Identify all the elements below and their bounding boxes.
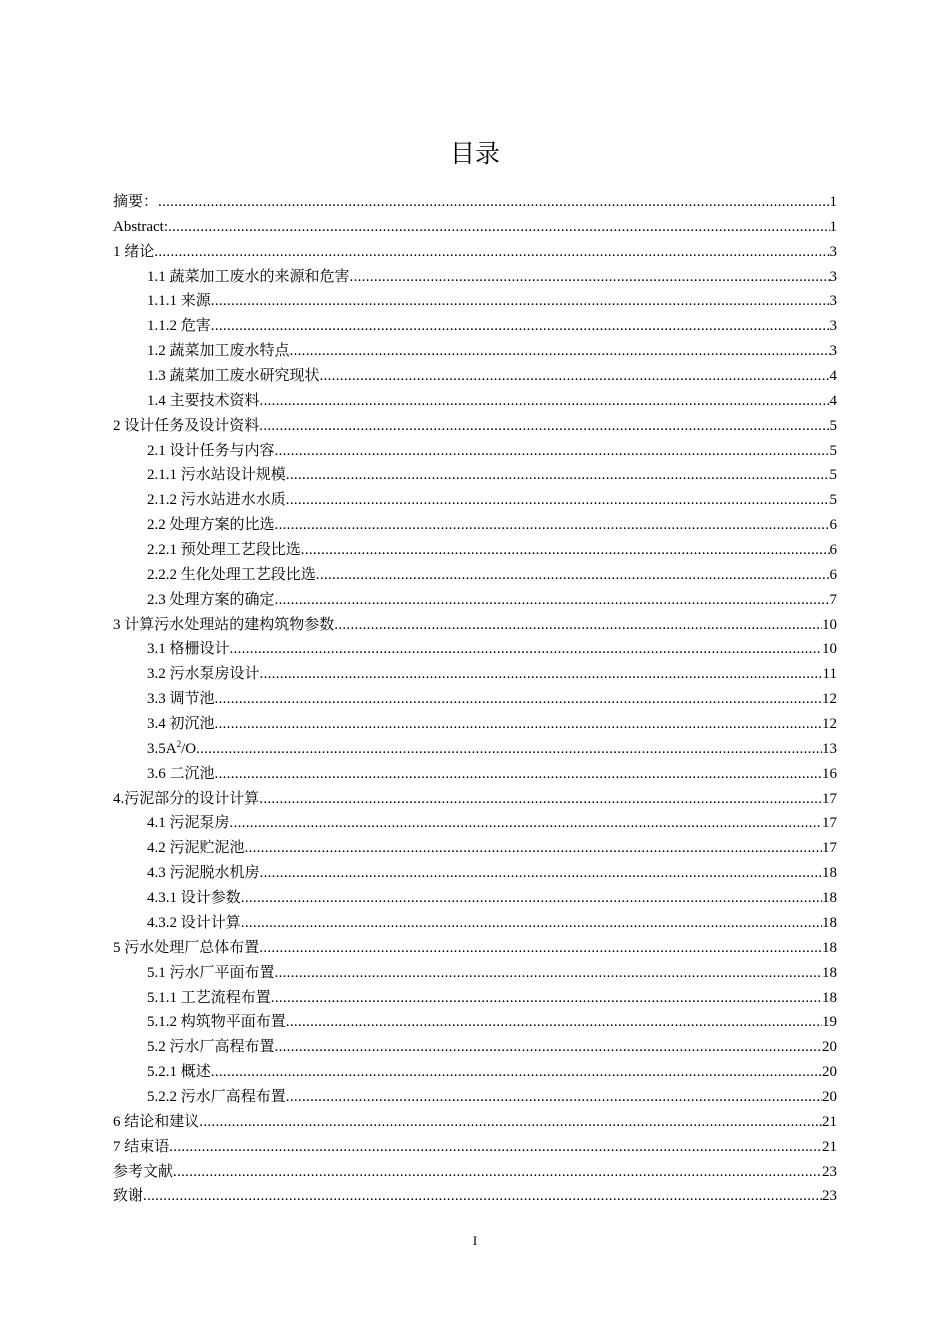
toc-entry-label: 1.3 蔬菜加工废水研究现状 [147,368,320,385]
toc-entry-page: 18 [822,939,837,956]
toc-entry-page: 21 [822,1138,837,1155]
dot-leader [196,737,822,762]
toc-entry-page: 3 [829,318,837,335]
toc-entry[interactable] [113,1035,837,1060]
dot-leader [143,1184,822,1209]
toc-entry-page: 21 [822,1113,837,1130]
toc-entry-label: 5.2 污水厂高程布置 [147,1039,275,1056]
toc-entry[interactable] [113,289,837,314]
toc-entry-page: 13 [822,740,837,757]
toc-entry-label: 1.1 蔬菜加工废水的来源和危害 [147,268,350,285]
toc-entry-label: 2.1.2 污水站进水水质 [147,492,286,509]
toc-entry-label: 2.2 处理方案的比选 [147,517,275,534]
toc-entry[interactable] [113,513,837,538]
dot-leader [215,687,822,712]
toc-entry-label: 5.1.2 构筑物平面布置 [147,1014,286,1031]
toc-entry-label: 4.污泥部分的设计计算 [113,790,260,807]
toc-entry-page: 1 [829,218,837,235]
dot-leader [260,861,822,886]
toc-entry-page: 1 [829,194,837,210]
toc-entry[interactable] [113,364,837,389]
toc-entry[interactable] [113,936,837,961]
toc-entry-page: 10 [822,616,837,633]
toc-entry-page: 19 [822,1014,837,1031]
toc-entry-page: 18 [822,964,837,981]
table-of-contents [113,190,837,1209]
toc-entry-label: 5 污水处理厂总体布置 [113,939,260,956]
toc-entry-label: 2.2.1 预处理工艺段比选 [147,542,301,559]
toc-entry-page: 23 [822,1163,837,1180]
toc-entry-label: 致谢 [113,1188,144,1205]
toc-entry[interactable] [113,1135,837,1160]
toc-entry-page: 4 [829,368,837,385]
toc-entry-page: 3 [829,243,837,260]
toc-entry-page: 12 [822,691,837,708]
toc-entry[interactable] [113,687,837,712]
toc-entry-label: 5.2.1 概述 [147,1064,211,1081]
toc-entry[interactable] [113,986,837,1011]
toc-entry[interactable] [113,563,837,588]
dot-leader [286,1085,822,1110]
dot-leader [275,439,830,464]
toc-entry-page: 11 [822,666,837,683]
toc-entry[interactable] [113,314,837,339]
page-title: 目录 [449,139,500,168]
dot-leader [259,936,822,961]
dot-leader [301,538,830,563]
toc-entry[interactable] [113,737,837,762]
toc-entry-label: 3 计算污水处理站的建构筑物参数 [113,616,335,633]
dot-leader [259,787,822,812]
toc-entry[interactable] [113,613,837,638]
toc-entry-page: 18 [822,914,837,931]
toc-entry[interactable] [113,712,837,737]
toc-entry[interactable] [113,240,837,265]
toc-entry[interactable] [113,414,837,439]
dot-leader [259,414,829,439]
dot-leader [211,289,830,314]
toc-entry-label: 1.2 蔬菜加工废水特点 [147,343,290,360]
toc-entry-page: 3 [829,343,837,360]
dot-leader [271,986,822,1011]
dot-leader [168,215,830,240]
dot-leader [320,364,830,389]
toc-entry[interactable] [113,1060,837,1085]
dot-leader [158,190,829,215]
toc-entry[interactable] [113,1085,837,1110]
toc-entry[interactable] [113,637,837,662]
toc-entry[interactable] [113,911,837,936]
superscript: 2 [176,738,182,749]
toc-entry[interactable] [113,190,837,215]
toc-entry[interactable] [113,836,837,861]
dot-leader [230,637,822,662]
dot-leader [316,563,830,588]
dot-leader [241,886,822,911]
dot-leader [260,662,823,687]
toc-entry[interactable] [113,1010,837,1035]
toc-entry-page: 17 [822,790,837,807]
toc-entry-label: 4.1 污泥泵房 [147,815,230,832]
toc-entry-label: 2 设计任务及设计资料 [113,417,260,434]
toc-entry-page: 10 [822,641,837,658]
toc-entry-label: 摘要： [113,194,159,210]
toc-entry-page: 18 [822,865,837,882]
toc-entry-label: 3.3 调节池 [147,691,215,708]
dot-leader [275,961,822,986]
toc-entry[interactable] [113,339,837,364]
toc-entry[interactable] [113,215,837,240]
dot-leader [245,836,822,861]
toc-entry[interactable] [113,886,837,911]
toc-entry-page: 6 [829,517,837,534]
toc-entry[interactable] [113,762,837,787]
toc-entry-label: 1 绪论 [113,243,155,260]
toc-entry-label: 3.4 初沉池 [147,716,215,733]
toc-entry[interactable] [113,787,837,812]
toc-entry-label: 4.3.1 设计参数 [147,890,241,907]
toc-entry[interactable] [113,1184,837,1209]
toc-entry-label: 参考文献 [113,1163,174,1180]
toc-entry-label: 3.1 格栅设计 [147,641,230,658]
dot-leader [350,265,830,290]
dot-leader [286,488,830,513]
toc-entry-label: 6 结论和建议 [113,1113,200,1130]
toc-entry-label: Abstract: [113,218,168,235]
toc-entry[interactable] [113,463,837,488]
toc-entry[interactable] [113,961,837,986]
dot-leader [241,911,822,936]
toc-entry-page: 17 [822,815,837,832]
toc-entry-label: 5.2.2 污水厂高程布置 [147,1088,286,1105]
toc-entry[interactable] [113,662,837,687]
dot-leader [275,588,830,613]
dot-leader [334,613,822,638]
toc-entry-page: 3 [829,293,837,310]
dot-leader [211,314,830,339]
dot-leader [169,1135,822,1160]
toc-entry-label: 4.3 污泥脱水机房 [147,865,260,882]
toc-entry-page: 3 [829,268,837,285]
toc-entry[interactable] [113,588,837,613]
dot-leader [275,1035,822,1060]
toc-entry[interactable] [113,861,837,886]
toc-entry-page: 5 [829,417,837,434]
toc-entry-page: 20 [822,1064,837,1081]
dot-leader [154,240,829,265]
dot-leader [290,339,830,364]
toc-entry-page: 20 [822,1039,837,1056]
dot-leader [215,712,822,737]
toc-entry[interactable] [113,538,837,563]
toc-entry-page: 5 [829,442,837,459]
toc-entry[interactable] [113,811,837,836]
dot-leader [211,1060,822,1085]
toc-entry-label: 2.1.1 污水站设计规模 [147,467,286,484]
toc-entry-page: 18 [822,890,837,907]
toc-entry-page: 7 [829,591,837,608]
dot-leader [173,1160,822,1185]
toc-entry-page: 6 [829,542,837,559]
toc-entry[interactable] [113,439,837,464]
page-number: I [472,1233,478,1248]
toc-entry-page: 12 [822,716,837,733]
toc-entry-label: $3.5A^2/O$ [147,738,197,757]
toc-entry-page: 5 [829,492,837,509]
dot-leader [286,463,830,488]
toc-entry-label: 1.1.1 来源 [147,293,211,310]
toc-entry-label: 2.2.2 生化处理工艺段比选 [147,566,316,583]
toc-entry-label: 3.6 二沉池 [147,765,215,782]
toc-entry[interactable] [113,389,837,414]
toc-entry-page: 17 [822,840,837,857]
toc-entry-label: 2.1 设计任务与内容 [147,442,275,459]
toc-entry-page: 18 [822,989,837,1006]
toc-entry-page: 5 [829,467,837,484]
toc-entry-page: 23 [822,1188,837,1205]
toc-entry[interactable] [113,488,837,513]
toc-entry[interactable] [113,1110,837,1135]
dot-leader [286,1010,822,1035]
toc-entry-page: 16 [822,765,837,782]
dot-leader [230,811,822,836]
dot-leader [275,513,830,538]
toc-entry[interactable] [113,1160,837,1185]
dot-leader [199,1110,822,1135]
toc-entry-label: 4.2 污泥贮泥池 [147,840,245,857]
toc-entry-page: 4 [829,392,837,409]
toc-entry[interactable] [113,265,837,290]
toc-entry-label: 1.1.2 危害 [147,318,211,335]
toc-entry-label: 5.1.1 工艺流程布置 [147,989,271,1006]
toc-entry-label: 7 结束语 [113,1138,170,1155]
toc-entry-label: 3.2 污水泵房设计 [147,666,260,683]
toc-entry-page: 6 [829,566,837,583]
toc-entry-label: 1.4 主要技术资料 [147,392,260,409]
toc-entry-label: 2.3 处理方案的确定 [147,591,275,608]
toc-entry-label: 5.1 污水厂平面布置 [147,964,275,981]
dot-leader [260,389,830,414]
dot-leader [215,762,822,787]
toc-entry-page: 20 [822,1088,837,1105]
toc-entry-label: 4.3.2 设计计算 [147,914,241,931]
